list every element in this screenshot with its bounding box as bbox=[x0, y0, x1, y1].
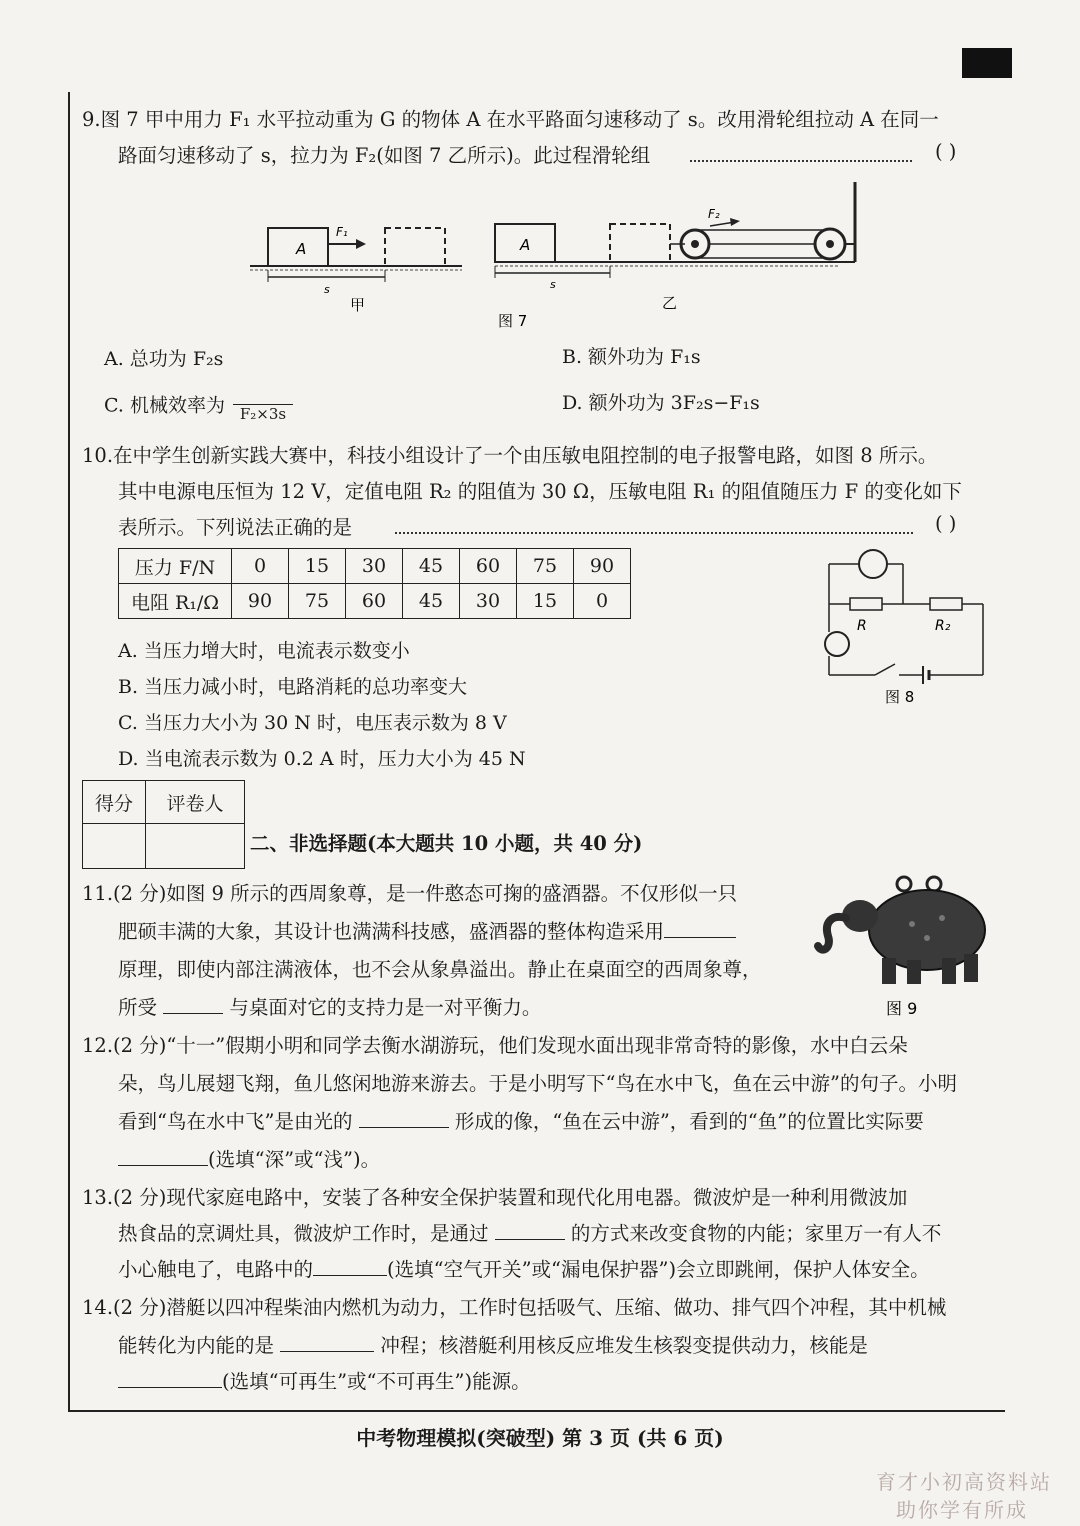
figure-9-caption: 图 9 bbox=[886, 999, 918, 1018]
q9-choice-b: B. 额外功为 F₁s bbox=[562, 346, 701, 368]
score-header: 得分 bbox=[83, 781, 146, 824]
pressure-resistance-table bbox=[118, 548, 631, 619]
q14-line1: 14.(2 分)潜艇以四冲程柴油内燃机为动力，工作时包括吸气、压缩、做功、排气四个冲程，其中机械 bbox=[82, 1296, 947, 1319]
q13-line2: 热食品的烹调灶具，微波炉工作时，是通过 的方式来改变食物的内能；家里万一有人不 bbox=[118, 1218, 941, 1246]
figure-8-circuit bbox=[815, 540, 995, 710]
table-cell: 60 bbox=[460, 549, 517, 584]
q13-line3: 小心触电了，电路中的 (选填“空气开关”或“漏电保护器”)会立即跳闸，保护人体安全。 bbox=[118, 1254, 930, 1282]
figure-7-caption: 图 7 bbox=[498, 312, 528, 328]
block-a-yi-label: A bbox=[520, 236, 531, 254]
q12-blank-2[interactable] bbox=[118, 1145, 208, 1166]
ammeter-symbol bbox=[825, 632, 849, 656]
q10-leader-dots bbox=[395, 532, 913, 534]
table-row bbox=[119, 584, 631, 619]
q11-line4: 所受 与桌面对它的支持力是一对平衡力。 bbox=[118, 992, 541, 1020]
table-cell: 30 bbox=[346, 549, 403, 584]
table-cell: 90 bbox=[232, 584, 289, 619]
r-label: R bbox=[857, 618, 867, 634]
q10-line2: 其中电源电压恒为 12 V，定值电阻 R₂ 的阻值为 30 Ω，压敏电阻 R₁ 的阻值随压力 F 的变化如下 bbox=[118, 480, 962, 503]
s-label-jia: s bbox=[324, 283, 330, 296]
q9-answer-paren: ( ) bbox=[935, 140, 957, 163]
corner-black-mark bbox=[962, 48, 1012, 78]
q9-choice-c-denominator: F₂×3s bbox=[239, 405, 287, 423]
q13-blank-1[interactable] bbox=[495, 1219, 565, 1240]
page-footer: 中考物理模拟(突破型) 第 3 页 (共 6 页) bbox=[356, 1426, 724, 1450]
block-dashed-jia bbox=[385, 228, 445, 266]
q11-blank-2[interactable] bbox=[163, 993, 223, 1014]
table-cell: 60 bbox=[346, 584, 403, 619]
table-header-resistance: 电阻 R₁/Ω bbox=[119, 584, 232, 619]
table-cell: 0 bbox=[232, 549, 289, 584]
q10-choice-b: B. 当压力减小时，电路消耗的总功率变大 bbox=[118, 676, 468, 698]
jia-label: 甲 bbox=[350, 296, 366, 314]
f1-label: F₁ bbox=[336, 225, 348, 239]
grader-header: 评卷人 bbox=[146, 781, 245, 824]
q9-choice-c-prefix: C. 机械效率为 bbox=[104, 394, 225, 417]
q9-leader-dots bbox=[690, 160, 912, 162]
watermark-line2: 助你学有所成 bbox=[896, 1498, 1028, 1522]
table-cell: 0 bbox=[574, 584, 631, 619]
table-row bbox=[119, 549, 631, 584]
q10-choice-c: C. 当压力大小为 30 N 时，电压表示数为 8 V bbox=[118, 712, 507, 734]
figure-8-caption: 图 8 bbox=[885, 688, 915, 706]
switch-symbol bbox=[875, 664, 895, 675]
table-cell: 45 bbox=[403, 549, 460, 584]
section-2-title: 二、非选择题(本大题共 10 小题，共 40 分) bbox=[250, 832, 643, 855]
resistor-r1 bbox=[850, 598, 882, 610]
voltmeter-symbol bbox=[859, 550, 887, 578]
q14-blank-1[interactable] bbox=[280, 1331, 374, 1352]
q12-blank-1[interactable] bbox=[359, 1107, 449, 1128]
q9-choice-d: D. 额外功为 3F₂s−F₁s bbox=[562, 392, 760, 414]
q9-line2: 路面匀速移动了 s，拉力为 F₂(如图 7 乙所示)。此过程滑轮组 bbox=[118, 144, 651, 167]
q12-line4: (选填“深”或“浅”)。 bbox=[118, 1144, 380, 1172]
table-cell: 90 bbox=[574, 549, 631, 584]
watermark-line1: 育才小初高资料站 bbox=[876, 1470, 1052, 1494]
table-cell: 30 bbox=[460, 584, 517, 619]
q10-choice-a: A. 当压力增大时，电流表示数变小 bbox=[118, 640, 410, 662]
figure-7 bbox=[240, 178, 880, 328]
grader-cell[interactable] bbox=[146, 824, 245, 869]
yi-label: 乙 bbox=[662, 294, 678, 312]
q12-line1: 12.(2 分)“十一”假期小明和同学去衡水湖游玩，他们发现水面出现非常奇特的影像，水中白云朵 bbox=[82, 1034, 908, 1057]
figure-9-elephant-zun bbox=[812, 874, 997, 1024]
block-a-label: A bbox=[296, 240, 307, 258]
r2-label: R₂ bbox=[935, 618, 951, 634]
table-cell: 75 bbox=[289, 584, 346, 619]
table-cell: 75 bbox=[517, 549, 574, 584]
table-cell: 15 bbox=[517, 584, 574, 619]
table-cell: 45 bbox=[403, 584, 460, 619]
q9-choice-c bbox=[104, 390, 293, 423]
q13-blank-2[interactable] bbox=[313, 1255, 387, 1276]
q10-line3: 表所示。下列说法正确的是 bbox=[118, 516, 353, 539]
q14-line2: 能转化为内能的是 冲程；核潜艇利用核反应堆发生核裂变提供动力，核能是 bbox=[118, 1330, 868, 1358]
score-table bbox=[82, 780, 245, 869]
block-dashed-yi bbox=[610, 224, 670, 262]
q14-blank-2[interactable] bbox=[118, 1367, 222, 1388]
q9-line1: 9.图 7 甲中用力 F₁ 水平拉动重为 G 的物体 A 在水平路面匀速移动了 s。改用滑轮组拉动 A 在同一 bbox=[82, 108, 939, 131]
f2-label: F₂ bbox=[708, 207, 720, 221]
q9-choice-c-fraction bbox=[233, 390, 293, 423]
table-header-pressure: 压力 F/N bbox=[119, 549, 232, 584]
q13-line1: 13.(2 分)现代家庭电路中，安装了各种安全保护装置和现代化用电器。微波炉是一种利用微波加 bbox=[82, 1186, 908, 1209]
q11-line1: 11.(2 分)如图 9 所示的西周象尊，是一件憨态可掬的盛酒器。不仅形似一只 bbox=[82, 882, 738, 905]
table-cell: 15 bbox=[289, 549, 346, 584]
q12-line3: 看到“鸟在水中飞”是由光的 形成的像，“鱼在云中游”，看到的“鱼”的位置比实际要 bbox=[118, 1106, 924, 1134]
s-label-yi: s bbox=[550, 278, 556, 291]
q10-line1: 10.在中学生创新实践大赛中，科技小组设计了一个由压敏电阻控制的电子报警电路，如图 8 所示。 bbox=[82, 444, 938, 467]
q11-line3: 原理，即使内部注满液体，也不会从象鼻溢出。静止在桌面空的西周象尊， bbox=[118, 958, 762, 981]
score-cell[interactable] bbox=[83, 824, 146, 869]
q10-answer-paren: ( ) bbox=[935, 512, 957, 535]
resistor-r2 bbox=[930, 598, 962, 610]
q9-choice-a: A. 总功为 F₂s bbox=[104, 348, 224, 370]
q12-line2: 朵，鸟儿展翅飞翔，鱼儿悠闲地游来游去。于是小明写下“鸟在水中飞，鱼在云中游”的句子。小明 bbox=[118, 1072, 957, 1095]
q11-line2: 肥硕丰满的大象，其设计也满满科技感，盛酒器的整体构造采用 bbox=[118, 916, 736, 944]
q14-line3: (选填“可再生”或“不可再生”)能源。 bbox=[118, 1366, 531, 1394]
q10-choice-d: D. 当电流表示数为 0.2 A 时，压力大小为 45 N bbox=[118, 748, 526, 770]
q11-blank-1[interactable] bbox=[664, 917, 736, 938]
